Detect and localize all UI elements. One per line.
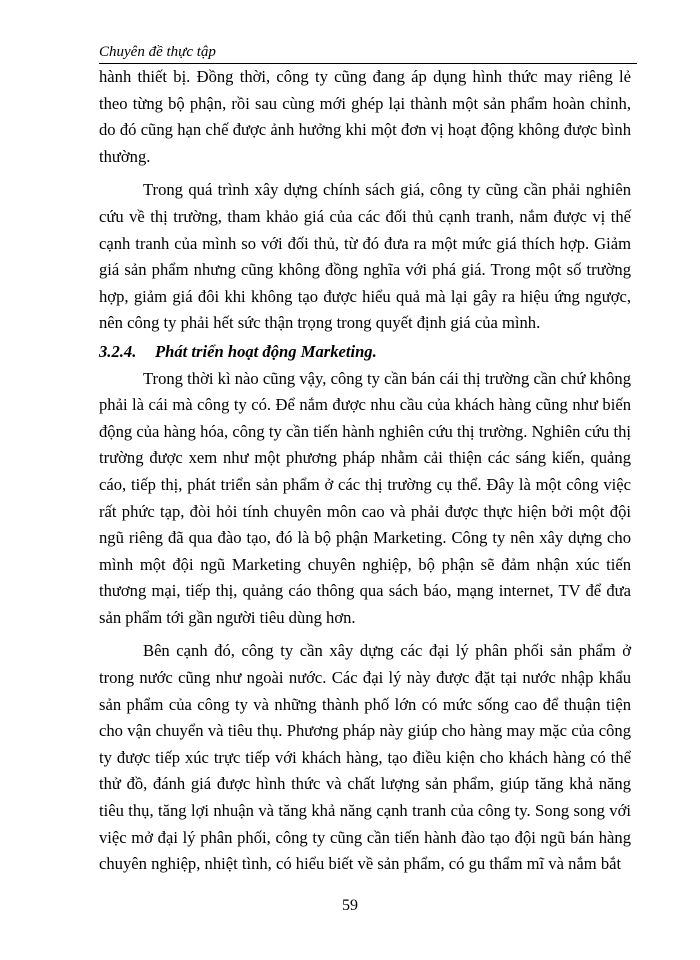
paragraph-pricing-policy: Trong quá trình xây dựng chính sách giá, công ty cũng cần phải nghiên cứu về thị trường, tham khảo giá của các đối thủ cạnh tranh, nắm được vị thế cạnh tranh của mình so với đối thủ, từ đó đưa ra một mức giá thích hợp. Giảm giá sản phẩm nhưng cũng không đồng nghĩa với phá giá. Trong một số trường hợp, giảm giá đôi khi không tạo được hiểu quả mà lại gây ra hiệu ứng ngược, nên công ty phải hết sức thận trọng trong quyết định giá của mình. (99, 180, 631, 333)
page-header (99, 41, 637, 64)
page-number: 59 (342, 897, 358, 914)
paragraph-continued: hành thiết bị. Đồng thời, công ty cũng đang áp dụng hình thức may riêng lẻ theo từng bộ phận, rồi sau cùng mới ghép lại thành một sản phẩm hoàn chỉnh, do đó cũng hạn chế được ảnh hưởng khi một đơn vị hoạt động không được bình thường. (99, 67, 631, 166)
section-heading (99, 339, 631, 366)
document-body (99, 64, 631, 878)
paragraph-distribution-agents: Bên cạnh đó, công ty cần xây dựng các đại lý phân phối sản phẩm ở trong nước cũng như ngoài nước. Các đại lý này được đặt tại nước nhập khẩu sản phẩm của công ty và những thành phố lớn có mức sống cao để thuận tiện cho vận chuyển và tiêu thụ. Phương pháp này giúp cho hàng may mặc của công ty được tiếp xúc trực tiếp với khách hàng, tạo điều kiện cho khách hàng có thể thử đồ, đánh giá được hình thức và chất lượng sản phẩm, giúp tăng khả năng tiêu thụ, tăng lợi nhuận và tăng khả năng cạnh tranh của công ty. Song song với việc mở đại lý phân phối, công ty cũng cần tiến hành đào tạo đội ngũ bán hàng chuyên nghiệp, nhiệt tình, có hiểu biết về sản phẩm, có gu thẩm mĩ và nắm bắt (99, 641, 631, 874)
section-title: Phát triển hoạt động Marketing. (155, 341, 377, 361)
header-title: Chuyên đề thực tập (99, 44, 216, 60)
paragraph-market-research: Trong thời kì nào cũng vậy, công ty cần bán cái thị trường cần chứ không phải là cái mà công ty có. Để nắm được nhu cầu của khách hàng cũng như biến động của hàng hóa, công ty cần tiến hành nghiên cứu thị trường. Nghiên cứu thị trường được xem như một phương pháp nhằm cải thiện các sáng kiến, quảng cáo, tiếp thị, phát triển sản phẩm ở các thị trường cụ thể. Đây là một công việc rất phức tạp, đòi hỏi tính chuyên môn cao và phải được thực hiện bởi một đội ngũ riêng đã qua đào tạo, đó là bộ phận Marketing. Công ty nên xây dựng cho mình một đội ngũ Marketing chuyên nghiệp, bộ phận sẽ đảm nhận xúc tiến thương mại, tiếp thị, quảng cáo thông qua sách báo, mạng internet, TV để đưa sản phẩm tới gần người tiêu dùng hơn. (99, 368, 631, 627)
section-number: 3.2.4. (99, 341, 137, 361)
